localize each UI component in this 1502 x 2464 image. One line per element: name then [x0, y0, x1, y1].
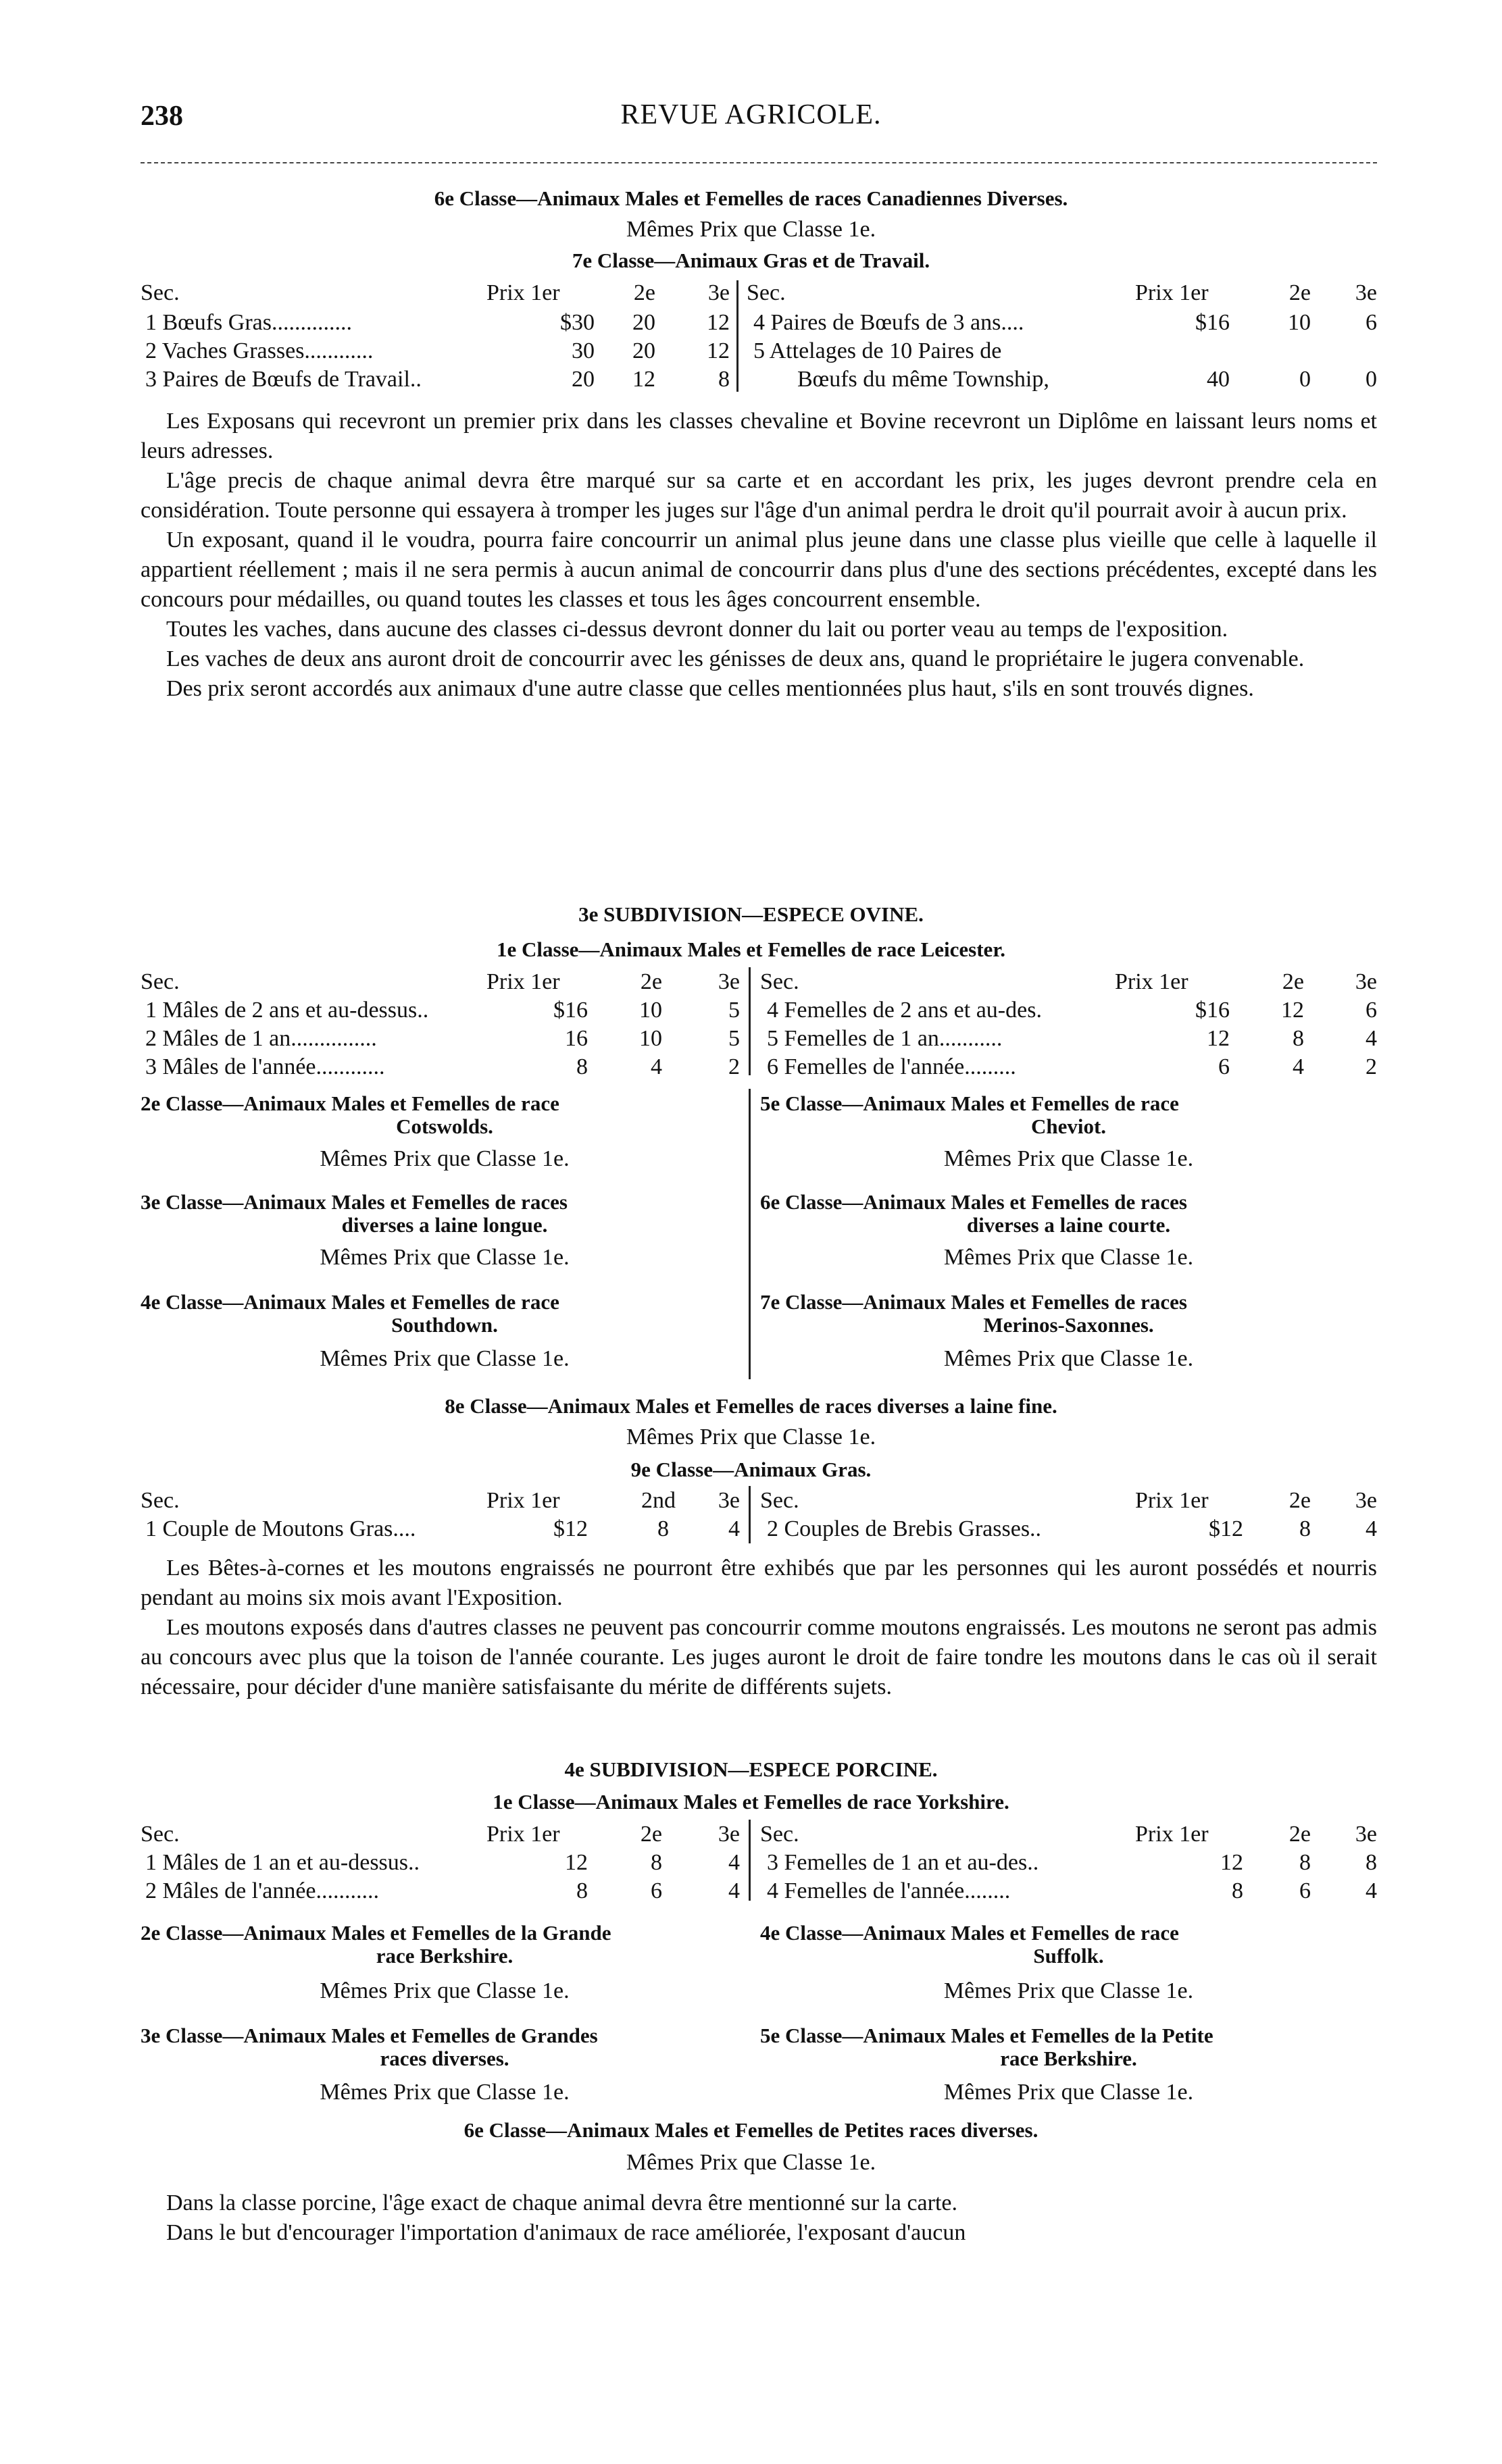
ovine-subdivision-title: 3e SUBDIVISION—ESPECE OVINE.	[578, 902, 924, 926]
table-cell: 5	[728, 998, 740, 1023]
class-heading-cont: races diverses.	[380, 2047, 509, 2070]
prize3-header: 3e	[1355, 1822, 1377, 1847]
table-cell: 2	[1366, 1054, 1377, 1079]
class-prize: Mêmes Prix que Classe 1e.	[943, 1346, 1194, 1371]
running-title: REVUE AGRICOLE.	[620, 99, 882, 130]
table-cell: 20	[572, 367, 595, 392]
class-heading: 4e Classe—Animaux Males et Femelles de race	[760, 1921, 1179, 1945]
class-prize: Mêmes Prix que Classe 1e.	[320, 1978, 570, 2003]
table-cell: 4	[1293, 1054, 1304, 1079]
porcine-class1-heading: 1e Classe—Animaux Males et Femelles de race Yorkshire.	[493, 1790, 1009, 1814]
bovine-class6-prize: Mêmes Prix que Classe 1e.	[626, 217, 876, 242]
table-row-label: 2 Couples de Brebis Grasses..	[767, 1516, 1042, 1541]
sec-header: Sec.	[760, 1822, 799, 1847]
table-cell: 20	[632, 338, 655, 363]
prize3-header: 3e	[1355, 969, 1377, 994]
class-prize: Mêmes Prix que Classe 1e.	[320, 1245, 570, 1270]
class-prize: Mêmes Prix que Classe 1e.	[943, 2080, 1194, 2105]
table-cell: 12	[707, 310, 730, 335]
table-cell: 4	[1366, 1878, 1377, 1903]
column-divider	[749, 1089, 751, 1379]
prize1-header: Prix 1er	[1135, 1488, 1209, 1513]
prize3-header: 3e	[718, 1488, 740, 1513]
table-cell: 12	[707, 338, 730, 363]
table-cell: 12	[1281, 998, 1304, 1023]
class-prize: Mêmes Prix que Classe 1e.	[320, 1146, 570, 1171]
porcine-subdivision-title: 4e SUBDIVISION—ESPECE PORCINE.	[564, 1757, 938, 1781]
header-rule	[141, 162, 1377, 163]
table-cell: $16	[1195, 310, 1230, 335]
table-cell: 30	[572, 338, 595, 363]
table-cell: 8	[576, 1054, 588, 1079]
table-row-label: 2 Mâles de 1 an...............	[145, 1026, 377, 1051]
paragraph: Dans le but d'encourager l'importation d'animaux de race améliorée, l'exposant d'aucun	[166, 2220, 966, 2245]
class-prize: Mêmes Prix que Classe 1e.	[320, 1346, 570, 1371]
prize3-header: 3e	[1355, 280, 1377, 305]
class-heading: 2e Classe—Animaux Males et Femelles de race	[141, 1092, 559, 1115]
table-cell: $12	[1209, 1516, 1243, 1541]
table-cell: 4	[1366, 1516, 1377, 1541]
table-row-label: 3 Femelles de 1 an et au-des..	[767, 1850, 1039, 1875]
table-cell: 12	[1220, 1850, 1243, 1875]
class-heading-cont: diverses a laine longue.	[341, 1213, 548, 1237]
page-number: 238	[141, 101, 183, 132]
bovine-class7-heading: 7e Classe—Animaux Gras et de Travail.	[572, 249, 930, 272]
table-row-label: 5 Attelages de 10 Paires de	[753, 338, 1002, 363]
paragraph: Toutes les vaches, dans aucune des classes ci-dessus devront donner du lait ou porter veau au temps de l'exposition.	[166, 617, 1228, 642]
prize1-header: Prix 1er	[486, 1488, 560, 1513]
column-divider	[749, 967, 751, 1075]
table-cell: 8	[1232, 1878, 1243, 1903]
table-cell: 40	[1207, 367, 1230, 392]
prize3-header: 3e	[707, 280, 730, 305]
prize1-header: Prix 1er	[486, 969, 560, 994]
rules-text-bovine	[141, 407, 1377, 704]
table-row-label: 2 Vaches Grasses............	[145, 338, 374, 363]
table-cell: 6	[651, 1878, 662, 1903]
table-cell: $16	[553, 998, 588, 1023]
table-cell: 16	[565, 1026, 588, 1051]
class-heading-cont: race Berkshire.	[1000, 2047, 1137, 2070]
class-heading: 3e Classe—Animaux Males et Femelles de races	[141, 1190, 568, 1214]
sec-header: Sec.	[141, 1488, 180, 1513]
prize1-header: Prix 1er	[1115, 969, 1188, 994]
table-cell: 8	[1366, 1850, 1377, 1875]
ovine-class1-heading: 1e Classe—Animaux Males et Femelles de race Leicester.	[497, 938, 1005, 961]
prize3-header: 3e	[718, 969, 740, 994]
class-prize: Mêmes Prix que Classe 1e.	[943, 1978, 1194, 2003]
closing-text	[141, 2188, 1377, 2248]
table-row-label: 1 Couple de Moutons Gras....	[145, 1516, 416, 1541]
prize1-header: Prix 1er	[1135, 280, 1209, 305]
table-cell: 10	[1288, 310, 1311, 335]
paragraph: Des prix seront accordés aux animaux d'une autre classe que celles mentionnées plus haut, s'ils en sont trouvés dignes.	[166, 676, 1254, 701]
paragraph: Un exposant, quand il le voudra, pourra faire concourrir un animal plus jeune dans une classe plus vieille que celle à laquelle il appartient réellement ; mais il ne sera permis à aucun animal de concourrir dans plus d'une des sections précédentes, excepté dans les concours pour médailles, ou quand toutes les classes et tous les âges concourrent ensemble.	[141, 528, 1377, 612]
prize2-header: 2nd	[641, 1488, 676, 1513]
table-cell: 20	[632, 310, 655, 335]
prize2-header: 2e	[640, 1822, 662, 1847]
table-cell: 12	[565, 1850, 588, 1875]
table-row-label: 2 Mâles de l'année...........	[145, 1878, 380, 1903]
paragraph: Les vaches de deux ans auront droit de concourrir avec les génisses de deux ans, quand le propriétaire le jugera convenable.	[166, 646, 1305, 671]
ovine-class8-prize: Mêmes Prix que Classe 1e.	[626, 1424, 876, 1449]
table-cell: 6	[1366, 998, 1377, 1023]
table-cell: 5	[728, 1026, 740, 1051]
bovine-class6-heading: 6e Classe—Animaux Males et Femelles de races Canadiennes Diverses.	[434, 186, 1068, 210]
table-cell: 6	[1218, 1054, 1230, 1079]
class-heading-cont: Merinos-Saxonnes.	[983, 1313, 1154, 1337]
table-cell: 8	[657, 1516, 669, 1541]
prize3-header: 3e	[1355, 1488, 1377, 1513]
table-row-label: 1 Bœufs Gras..............	[145, 310, 352, 335]
table-cell: 4	[728, 1878, 740, 1903]
table-row-label: 5 Femelles de 1 an...........	[767, 1026, 1003, 1051]
table-row-label: 1 Mâles de 2 ans et au-dessus..	[145, 998, 429, 1023]
class-heading: 6e Classe—Animaux Males et Femelles de races	[760, 1190, 1187, 1214]
table-cell: 8	[1293, 1026, 1304, 1051]
table-cell: 8	[576, 1878, 588, 1903]
paragraph: Les moutons exposés dans d'autres classes ne peuvent pas concourrir comme moutons engraissés. Les moutons ne seront pas admis au concours avec plus que la toison de l'année courante. Les juges auront le droit de faire tondre les moutons dans le cas où il serait nécessaire, pour décider d'une manière satisfaisante du mérite de différents sujets.	[141, 1615, 1377, 1699]
paragraph: Les Exposans qui recevront un premier prix dans les classes chevaline et Bovine recevront un Diplôme en laissant leurs noms et leurs adresses.	[141, 409, 1377, 463]
class-heading: 2e Classe—Animaux Males et Femelles de la Grande	[141, 1921, 611, 1945]
prize2-header: 2e	[1288, 1822, 1311, 1847]
porcine-class6-prize: Mêmes Prix que Classe 1e.	[626, 2150, 876, 2175]
class-heading: 7e Classe—Animaux Males et Femelles de races	[760, 1290, 1187, 1314]
class-heading-cont: Southdown.	[391, 1313, 498, 1337]
table-cell: 6	[1299, 1878, 1311, 1903]
porcine-class6-heading: 6e Classe—Animaux Males et Femelles de Petites races diverses.	[464, 2118, 1038, 2142]
prize1-header: Prix 1er	[486, 280, 560, 305]
table-row-label: 4 Femelles de 2 ans et au-des.	[767, 998, 1042, 1023]
class-heading-cont: race Berkshire.	[376, 1944, 514, 1968]
class-heading-cont: Suffolk.	[1033, 1944, 1104, 1968]
paragraph: Dans la classe porcine, l'âge exact de chaque animal devra être mentionné sur la carte.	[166, 2190, 958, 2215]
class-prize: Mêmes Prix que Classe 1e.	[320, 2080, 570, 2105]
prize2-header: 2e	[640, 969, 662, 994]
table-cell: $12	[553, 1516, 588, 1541]
class-heading: 4e Classe—Animaux Males et Femelles de race	[141, 1290, 559, 1314]
prize1-header: Prix 1er	[486, 1822, 560, 1847]
table-cell: 8	[718, 367, 730, 392]
prize1-header: Prix 1er	[1135, 1822, 1209, 1847]
table-cell: $16	[1195, 998, 1230, 1023]
table-cell: 10	[639, 1026, 662, 1051]
table-cell: 4	[728, 1850, 740, 1875]
class-heading-cont: Cotswolds.	[396, 1114, 493, 1138]
class-heading: 5e Classe—Animaux Males et Femelles de race	[760, 1092, 1179, 1115]
class-heading-cont: diverses a laine courte.	[966, 1213, 1171, 1237]
sec-header: Sec.	[747, 280, 786, 305]
ovine-class9-heading: 9e Classe—Animaux Gras.	[630, 1458, 872, 1481]
sec-header: Sec.	[141, 969, 180, 994]
table-cell: 8	[651, 1850, 662, 1875]
table-cell: $30	[560, 310, 595, 335]
class-prize: Mêmes Prix que Classe 1e.	[943, 1245, 1194, 1270]
prize2-header: 2e	[1288, 280, 1311, 305]
table-cell: 6	[1366, 310, 1377, 335]
class-heading: 5e Classe—Animaux Males et Femelles de la Petite	[760, 2024, 1213, 2047]
table-cell: 4	[728, 1516, 740, 1541]
table-cell: 4	[651, 1054, 662, 1079]
sec-header: Sec.	[760, 969, 799, 994]
column-divider	[749, 1820, 751, 1901]
table-row-label: 3 Mâles de l'année............	[145, 1054, 385, 1079]
table-row-label: 1 Mâles de 1 an et au-dessus..	[145, 1850, 420, 1875]
table-row-label: 3 Paires de Bœufs de Travail..	[145, 367, 422, 392]
table-cell: 8	[1299, 1516, 1311, 1541]
table-cell: 0	[1299, 367, 1311, 392]
ovine-class8-heading: 8e Classe—Animaux Males et Femelles de races diverses a laine fine.	[445, 1394, 1057, 1418]
sec-header: Sec.	[760, 1488, 799, 1513]
table-row-label: Bœufs du même Township,	[797, 367, 1049, 392]
class-prize: Mêmes Prix que Classe 1e.	[943, 1146, 1194, 1171]
class-heading: 3e Classe—Animaux Males et Femelles de Grandes	[141, 2024, 598, 2047]
prize2-header: 2e	[633, 280, 655, 305]
table-row-label: 4 Femelles de l'année........	[767, 1878, 1011, 1903]
prize2-header: 2e	[1288, 1488, 1311, 1513]
table-cell: 12	[1207, 1026, 1230, 1051]
rules-text-ovine	[141, 1554, 1377, 1702]
sec-header: Sec.	[141, 280, 180, 305]
table-cell: 12	[632, 367, 655, 392]
class-heading-cont: Cheviot.	[1030, 1114, 1107, 1138]
prize2-header: 2e	[1282, 969, 1304, 994]
paragraph: Les Bêtes-à-cornes et les moutons engraissés ne pourront être exhibés que par les personnes qui les auront possédés et nourris pendant au moins six mois avant l'Exposition.	[141, 1556, 1377, 1610]
paragraph: L'âge precis de chaque animal devra être marqué sur sa carte et en accordant les prix, les juges devront prendre cela en considération. Toute personne qui essayera à tromper les juges sur l'âge d'un animal perdra le droit qu'il pourrait avoir à aucun prix.	[141, 468, 1377, 523]
table-cell: 10	[639, 998, 662, 1023]
table-row-label: 6 Femelles de l'année.........	[767, 1054, 1016, 1079]
table-row-label: 4 Paires de Bœufs de 3 ans....	[753, 310, 1024, 335]
column-divider	[749, 1486, 751, 1543]
table-cell: 8	[1299, 1850, 1311, 1875]
table-cell: 4	[1366, 1026, 1377, 1051]
table-cell: 2	[728, 1054, 740, 1079]
sec-header: Sec.	[141, 1822, 180, 1847]
column-divider	[736, 280, 739, 392]
table-cell: 0	[1366, 367, 1377, 392]
prize3-header: 3e	[718, 1822, 740, 1847]
